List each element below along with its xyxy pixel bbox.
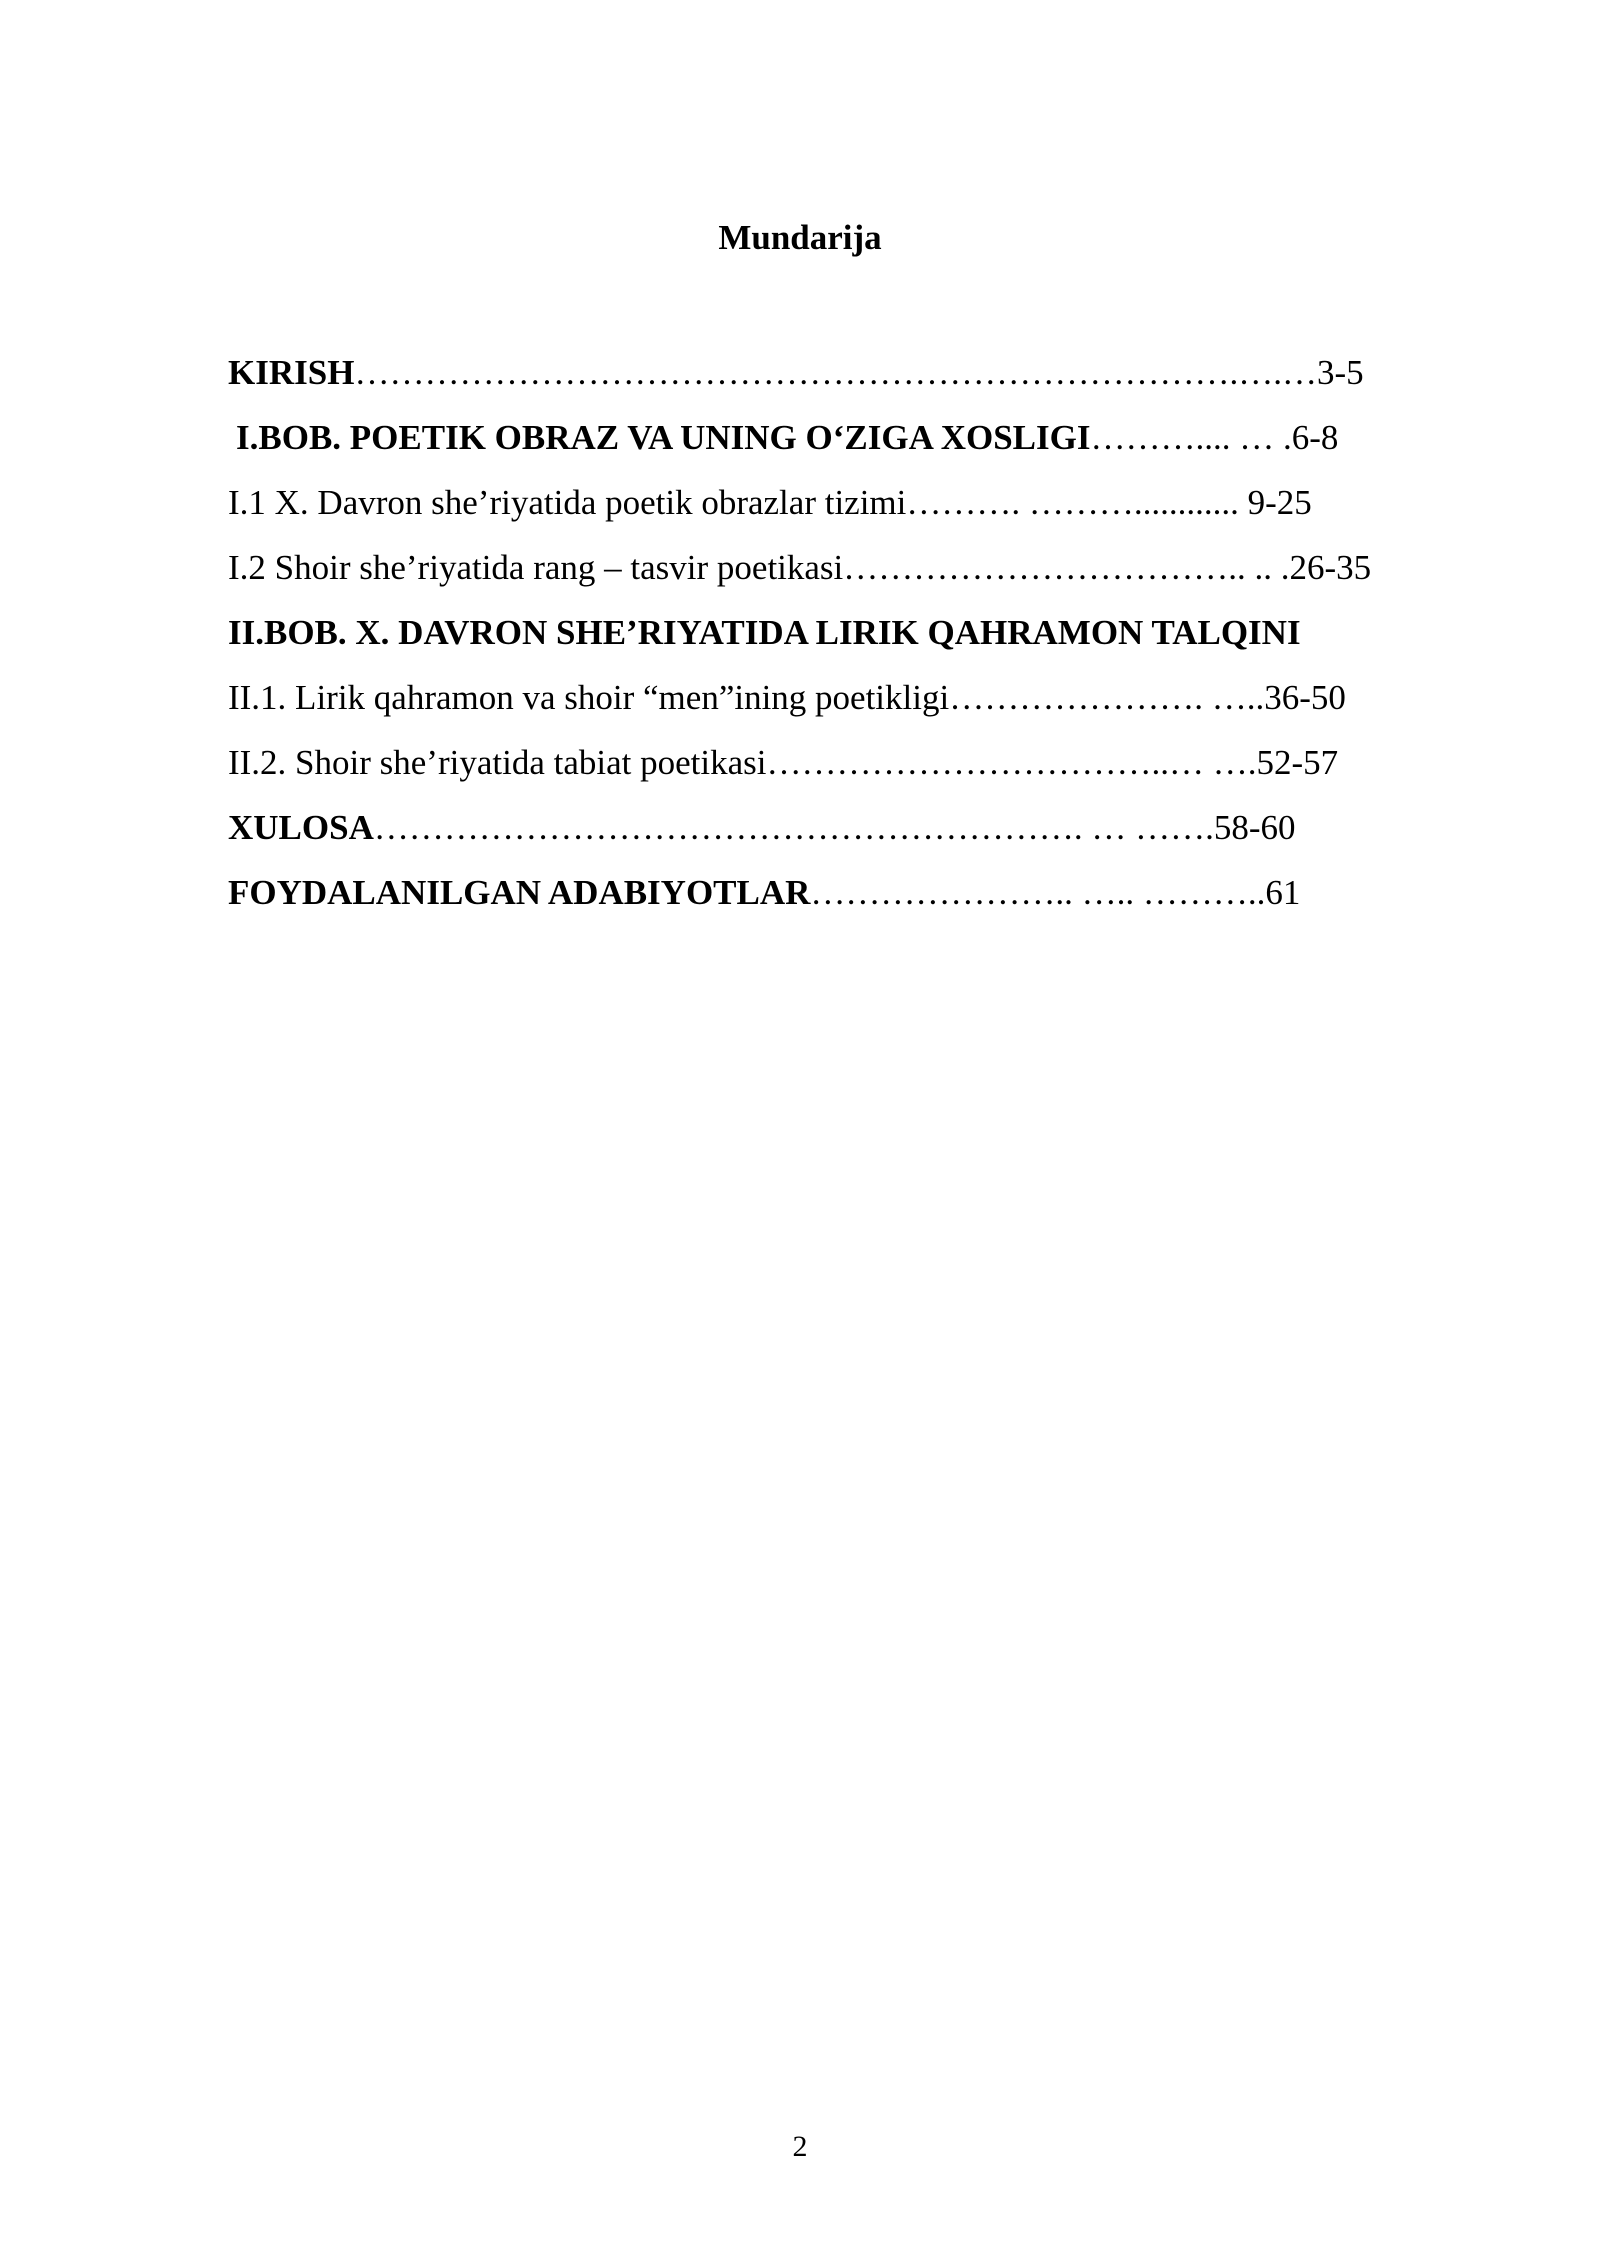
toc-entry-section-1-1 bbox=[228, 470, 1528, 535]
toc-pages: 9-25 bbox=[1247, 483, 1312, 522]
toc-leader: ………………………………………………………………….….… bbox=[354, 353, 1317, 392]
toc-leader: ……………………………………………………. … ……. bbox=[373, 808, 1214, 847]
toc-heading: FOYDALANILGAN ADABIYOTLAR bbox=[228, 873, 811, 912]
toc-entry-section-2-2 bbox=[228, 730, 1528, 795]
toc-pages: 6-8 bbox=[1291, 418, 1339, 457]
toc-leader: ……………………………..… …. bbox=[766, 743, 1257, 782]
toc-entry-xulosa bbox=[228, 795, 1528, 860]
toc-heading: XULOSA bbox=[228, 808, 374, 847]
toc-leader: ……….... … . bbox=[1090, 418, 1292, 457]
toc-pages: 26-35 bbox=[1289, 548, 1372, 587]
page-number: 2 bbox=[792, 2130, 808, 2163]
toc-heading: II.2. Shoir she’riyatida tabiat poetikasi bbox=[228, 743, 767, 782]
toc-entry-section-1-2 bbox=[228, 535, 1528, 600]
toc-entry-kirish bbox=[228, 340, 1528, 405]
toc-entry-chapter-1 bbox=[228, 405, 1528, 470]
toc-entry-bibliography bbox=[228, 860, 1528, 925]
table-of-contents bbox=[228, 340, 1528, 925]
toc-leader: ………. ………............ bbox=[906, 483, 1248, 522]
toc-leader: ………………….. ….. ……….. bbox=[810, 873, 1266, 912]
toc-pages: 3-5 bbox=[1316, 353, 1364, 392]
toc-heading: I.2 Shoir she’riyatida rang – tasvir poetikasi bbox=[228, 548, 844, 587]
toc-pages: 36-50 bbox=[1264, 678, 1346, 717]
toc-heading: I.1 X. Davron she’riyatida poetik obrazlar tizimi bbox=[228, 483, 907, 522]
toc-heading: II.1. Lirik qahramon va shoir “men”ining poetikligi bbox=[228, 678, 950, 717]
toc-pages: 52-57 bbox=[1256, 743, 1339, 782]
toc-leader: …………………. ….. bbox=[949, 678, 1265, 717]
toc-pages: 61 bbox=[1265, 873, 1301, 912]
toc-pages: 58-60 bbox=[1213, 808, 1296, 847]
toc-heading: I.BOB. POETIK OBRAZ VA UNING O‘ZIGA XOSLIGI bbox=[236, 418, 1091, 457]
toc-leader: …………………………….. .. . bbox=[843, 548, 1290, 587]
page-title: Mundarija bbox=[718, 218, 882, 257]
toc-entry-section-2-1 bbox=[228, 665, 1528, 730]
toc-entry-chapter-2 bbox=[228, 600, 1528, 665]
toc-heading: KIRISH bbox=[228, 353, 355, 392]
toc-heading: II.BOB. X. DAVRON SHE’RIYATIDA LIRIK QAHRAMON TALQINI bbox=[228, 613, 1301, 652]
